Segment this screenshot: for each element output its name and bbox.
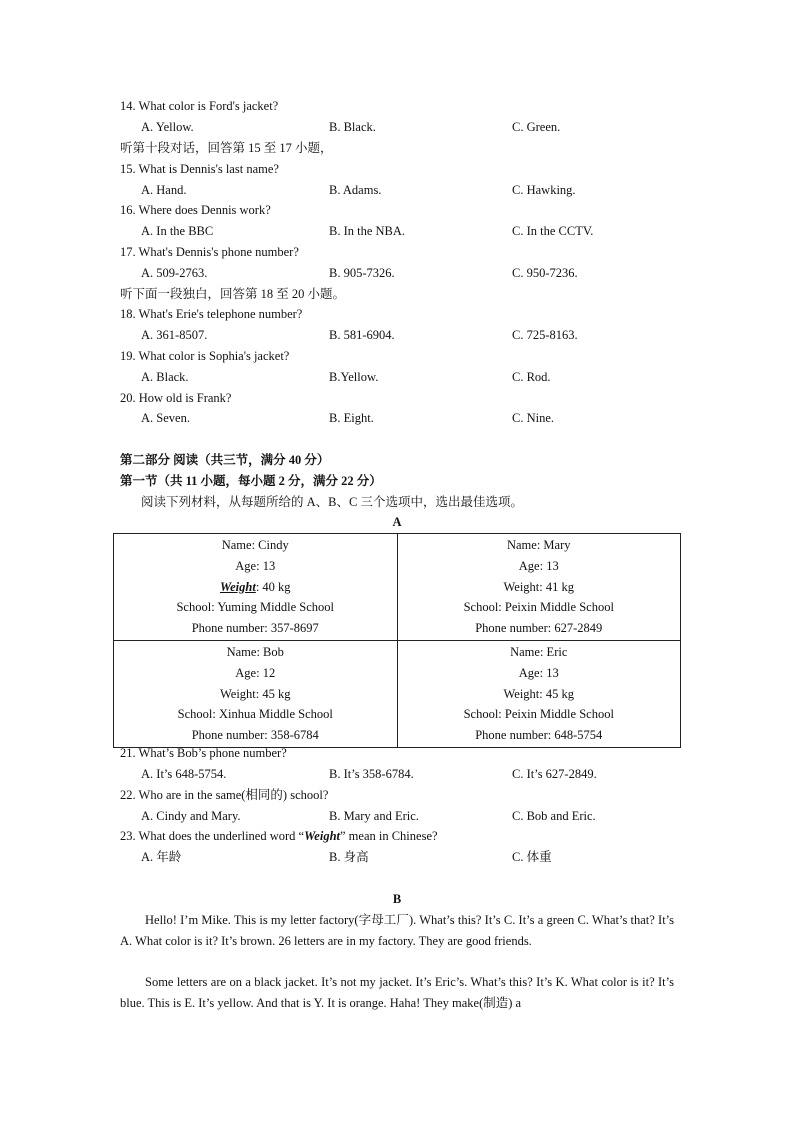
option-c: C. 950-7236. (512, 266, 578, 280)
card-phone: Phone number: 357-8697 (191, 621, 319, 636)
option-b: B. 身高 (329, 850, 369, 864)
instruction-dialog-10: 听第十段对话，回答第 15 至 17 小题， (120, 141, 333, 155)
option-c: C. Nine. (512, 411, 555, 425)
option-c: C. In the CCTV. (512, 224, 594, 238)
student-card-bob (114, 640, 398, 747)
question-17: 17. What's Dennis's phone number? (120, 245, 299, 259)
option-b: B.Yellow. (329, 370, 379, 384)
option-b: B. In the NBA. (329, 224, 406, 238)
option-c: C. It’s 627-2849. (512, 767, 597, 781)
student-card-mary (397, 534, 681, 641)
option-b: B. Mary and Eric. (329, 809, 419, 823)
card-phone: Phone number: 627-2849 (475, 621, 603, 636)
option-b: B. It’s 358-6784. (329, 767, 414, 781)
card-age: Age: 13 (518, 665, 559, 680)
student-card-eric (397, 640, 681, 747)
question-23-pre: 23. What does the underlined word “ (120, 829, 305, 843)
question-22: 22. Who are in the same(相同的) school? (120, 788, 329, 802)
card-age: Age: 13 (235, 558, 276, 573)
card-weight: Weight: 45 kg (219, 686, 291, 701)
question-14: 14. What color is Ford's jacket? (120, 99, 279, 113)
passage-b-paragraph-1: Hello! I’m Mike. This is my letter factory(字母工厂). What’s this? It’s C. It’s a green C. What’s that? It’s A. What color is it? It’s brown. 26 letters are in my factory. They are good friends. (120, 913, 674, 948)
option-b: B. 581-6904. (329, 328, 395, 342)
option-b: B. Black. (329, 120, 376, 134)
student-info-table (113, 533, 681, 748)
question-23-word: Weight (304, 829, 340, 843)
option-a: A. It’s 648-5754. (141, 767, 227, 781)
card-phone: Phone number: 648-5754 (475, 728, 603, 743)
option-a: A. 年龄 (141, 850, 182, 864)
card-school: School: Xinhua Middle School (177, 707, 333, 722)
question-15: 15. What is Dennis's last name? (120, 162, 279, 176)
card-name: Name: Eric (510, 644, 568, 659)
question-23-post: ” mean in Chinese? (340, 829, 438, 843)
option-c: C. 725-8163. (512, 328, 578, 342)
question-19: 19. What color is Sophia's jacket? (120, 349, 290, 363)
part-title: 第二部分 阅读（共三节，满分 40 分） (120, 453, 330, 467)
card-name: Name: Bob (226, 644, 284, 659)
card-weight-value: : 40 kg (255, 579, 291, 594)
instruction-monologue: 听下面一段独白，回答第 18 至 20 小题。 (120, 287, 346, 301)
option-c: C. Green. (512, 120, 561, 134)
card-weight (114, 577, 397, 598)
option-a: A. 361-8507. (141, 328, 208, 342)
option-c: C. Hawking. (512, 183, 576, 197)
option-a: A. Seven. (141, 411, 190, 425)
card-weight: Weight: 45 kg (503, 686, 574, 701)
student-card-cindy (114, 534, 398, 641)
option-b: B. Eight. (329, 411, 374, 425)
question-23 (120, 828, 438, 844)
option-c: C. 体重 (512, 850, 552, 864)
option-c: C. Rod. (512, 370, 551, 384)
option-b: B. Adams. (329, 183, 382, 197)
card-age: Age: 12 (235, 665, 276, 680)
option-a: A. Black. (141, 370, 189, 384)
section-title: 第一节（共 11 小题，每小题 2 分，满分 22 分） (120, 474, 382, 488)
question-20: 20. How old is Frank? (120, 391, 232, 405)
option-a: A. Hand. (141, 183, 187, 197)
underlined-word: Weight (219, 579, 256, 594)
reading-instruction: 阅读下列材料，从每题所给的 A、B、C 三个选项中，选出最佳选项。 (141, 495, 523, 509)
card-name: Name: Mary (506, 538, 571, 552)
option-a: A. Cindy and Mary. (141, 809, 241, 823)
card-weight: Weight: 41 kg (503, 579, 574, 594)
card-name: Name: Cindy (221, 538, 289, 552)
option-c: C. Bob and Eric. (512, 809, 596, 823)
card-school: School: Peixin Middle School (463, 707, 614, 722)
option-a: A. 509-2763. (141, 266, 208, 280)
passage-a-label: A (392, 515, 402, 529)
passage-b-label: B (392, 892, 402, 906)
question-16: 16. Where does Dennis work? (120, 203, 271, 217)
card-school: School: Yuming Middle School (176, 600, 335, 615)
question-21: 21. What’s Bob’s phone number? (120, 746, 287, 760)
option-a: A. In the BBC (141, 224, 214, 238)
card-phone: Phone number: 358-6784 (191, 728, 319, 743)
question-18: 18. What's Erie's telephone number? (120, 307, 303, 321)
passage-b-paragraph-2: Some letters are on a black jacket. It’s not my jacket. It’s Eric’s. What’s this? It’s K. What color is it? It’s blue. This is E. It’s yellow. And that is Y. It is orange. Haha! They make(制造) a (120, 975, 674, 1010)
option-b: B. 905-7326. (329, 266, 395, 280)
card-age: Age: 13 (518, 558, 559, 573)
card-school: School: Peixin Middle School (463, 600, 614, 615)
option-a: A. Yellow. (141, 120, 194, 134)
